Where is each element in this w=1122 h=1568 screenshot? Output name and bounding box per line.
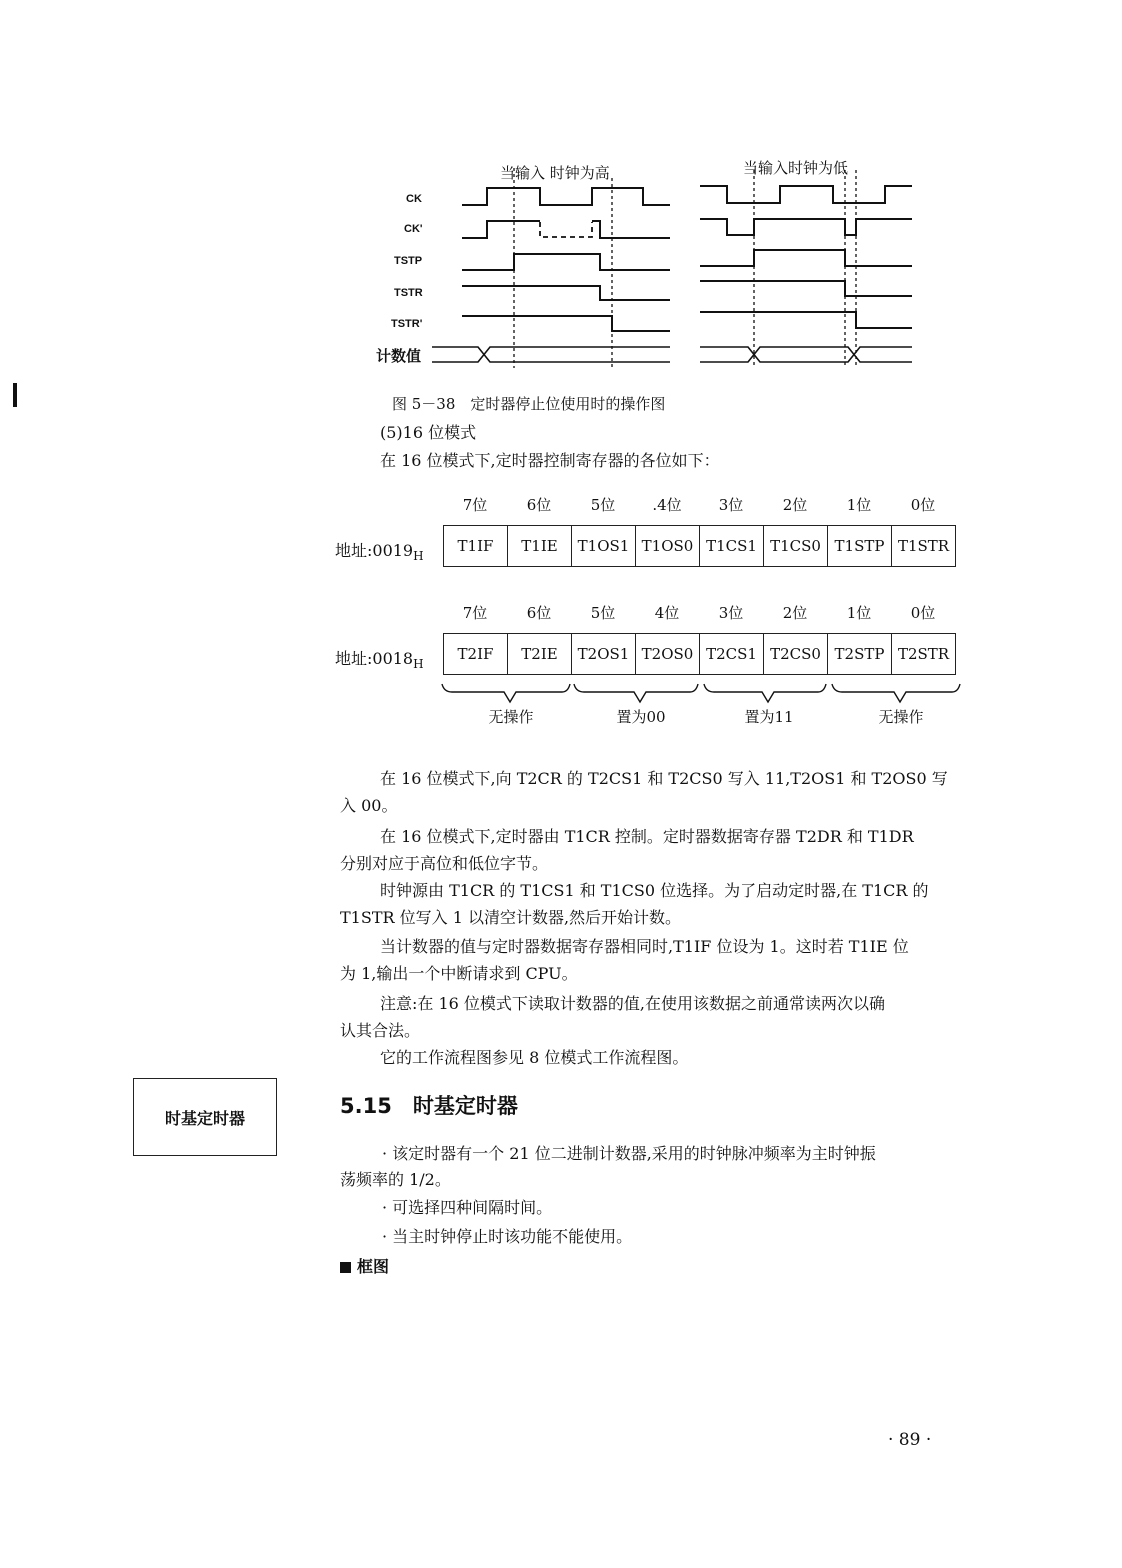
wave-tstr-prime-right [700,312,912,328]
bus-left-top [432,347,670,362]
bus-right-bottom [700,347,912,362]
paragraph-line: 分别对应于高位和低位字节。 [340,854,549,873]
brace-1 [442,684,570,702]
bit-label: 4位 [654,604,680,622]
bit-label: 3位 [718,604,744,622]
wave-ck-left [462,188,670,205]
bullet-item: · 当主时钟停止时该功能不能使用。 [382,1227,633,1246]
register-bit-cell: T1STP [828,526,892,567]
register-bit-cell: T2CS1 [700,634,764,675]
bit-label: 5位 [590,604,616,622]
bit-label: 1位 [846,496,872,514]
register-bit-cell: T2STP [828,634,892,675]
brace-label-set-00: 置为00 [616,708,666,726]
register-bit-cell: T1IF [444,526,508,567]
timing-label-high: 当输入 时钟为高 [500,164,610,182]
brace-label-no-op: 无操作 [488,708,534,726]
register-bit-cell: T2STR [892,634,956,675]
bullet-item: · 可选择四种间隔时间。 [382,1198,553,1217]
register-bit-cell: T2OS1 [572,634,636,675]
register-bit-cell: T2IE [508,634,572,675]
bit-label: 3位 [718,496,744,514]
wave-tstp-left [462,254,670,270]
register-bit-cell: T2OS0 [636,634,700,675]
register-bit-cell: T1OS1 [572,526,636,567]
bit-label: 7位 [462,604,488,622]
paragraph-line: 认其合法。 [340,1021,421,1040]
register-bit-cell: T1CS0 [764,526,828,567]
register-address: 地址$:0019_H$ [335,541,424,564]
paragraph-line: 在 16 位模式下,定时器由 T1CR 控制。定时器数据寄存器 T2DR 和 T1DR [380,827,914,846]
paragraph-line: 当计数器的值与定时器数据寄存器相同时,T1IF 位设为 1。这时若 T1IE 位 [380,937,909,956]
register-bit-cell: T2CS0 [764,634,828,675]
signal-label-count: 计数值 [376,347,422,365]
register-bit-cell: T1IE [508,526,572,567]
wave-ck-prime-left-dashed [540,222,592,237]
register-address: 地址$:0018_H$ [335,649,424,672]
signal-label-tstp: TSTP [394,255,423,267]
wave-ck-prime-left [462,221,540,238]
wave-ck-prime-left-2 [592,221,670,238]
wave-ck-right [700,186,912,203]
square-bullet-icon [340,1262,351,1273]
bit-group-braces [438,682,968,706]
signal-label-tstr-prime: TSTR' [391,318,423,330]
paragraph-line: 入 00。 [340,796,398,815]
section-title: 5.15 时基定时器 [340,1094,518,1118]
register-bits-table [443,633,956,675]
bus-right-top [700,347,912,362]
brace-2 [574,684,698,702]
bit-label: 0位 [910,496,936,514]
signal-label-ck-prime: CK' [404,223,423,235]
bit-label: 6位 [526,496,552,514]
intro-text: 在 16 位模式下,定时器控制寄存器的各位如下： [380,451,720,470]
wave-ck-prime-right [700,219,912,235]
paragraph-line: 在 16 位模式下,向 T2CR 的 T2CS1 和 T2CS0 写入 11,T2OS1 和 T2OS0 写 [380,769,948,788]
paragraph-line: 时钟源由 T1CR 的 T1CS1 和 T1CS0 位选择。为了启动定时器,在 T1CR 的 [380,881,929,900]
block-diagram-heading [340,1254,389,1277]
paragraph-line: 它的工作流程图参见 8 位模式工作流程图。 [380,1048,689,1067]
register-bit-cell: T1CS1 [700,526,764,567]
subsection-title: (5)16 位模式 [380,423,477,442]
wave-tstp-right [700,250,912,266]
timing-waveforms [0,0,1122,380]
brace-3 [704,684,826,702]
wave-tstr-right [700,281,912,296]
register-bit-cell: T2IF [444,634,508,675]
register-bits-table [443,525,956,567]
paragraph-line: T1STR 位写入 1 以清空计数器,然后开始计数。 [340,908,682,927]
timing-label-low: 当输入时钟为低 [743,159,849,177]
bit-label: .4位 [652,496,682,514]
page-number: · 89 · [888,1430,932,1450]
bullet-item-continued: 荡频率的 1/2。 [340,1170,451,1189]
wave-tstr-prime-left [462,316,670,331]
bit-label: 7位 [462,496,488,514]
register-bit-cell: T1OS0 [636,526,700,567]
signal-label-ck: CK [406,193,422,205]
brace-4 [832,684,960,702]
paragraph-line: 注意:在 16 位模式下读取计数器的值,在使用该数据之前通常读两次以确 [380,994,886,1013]
bit-label: 5位 [590,496,616,514]
bit-label: 1位 [846,604,872,622]
register-bit-cell: T1STR [892,526,956,567]
bit-label: 0位 [910,604,936,622]
paragraph-line: 为 1,输出一个中断请求到 CPU。 [340,964,578,983]
brace-label-set-11: 置为11 [744,708,794,726]
bullet-item: · 该定时器有一个 21 位二进制计数器,采用的时钟脉冲频率为主时钟振 [382,1144,876,1163]
margin-note-box [133,1078,277,1156]
bus-left-bottom [432,347,670,362]
block-diagram-heading-text: 框图 [357,1257,390,1276]
bit-label: 2位 [782,604,808,622]
margin-note-text: 时基定时器 [164,1108,245,1128]
margin-bar [13,383,17,407]
brace-label-no-op: 无操作 [878,708,924,726]
bit-label: 6位 [526,604,552,622]
signal-label-tstr: TSTR [394,287,423,299]
bit-label: 2位 [782,496,808,514]
figure-caption: 图 5－38 定时器停止位使用时的操作图 [392,395,666,413]
wave-tstr-left [462,286,670,300]
